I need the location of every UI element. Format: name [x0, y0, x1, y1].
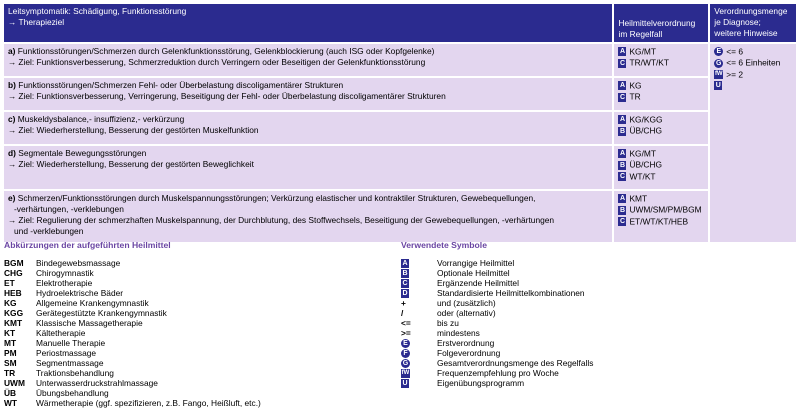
- header-col3-line2: je Diagnose;: [714, 17, 761, 27]
- symbols-legend: [401, 240, 796, 388]
- abbreviation-item: [4, 328, 394, 338]
- abbreviation-key: KT: [4, 328, 16, 338]
- symbol-value: Vorrangige Heilmittel: [437, 258, 515, 268]
- symbols-title: Verwendete Symbole: [401, 240, 487, 250]
- badge-g-icon: G: [716, 59, 722, 67]
- symbol-item: [401, 258, 796, 268]
- abbreviation-value: Allgemeine Krankengymnastik: [36, 298, 149, 308]
- abbreviation-item: [4, 398, 394, 408]
- side-note: fW >= 2: [714, 68, 744, 79]
- regelfall-table: [2, 2, 798, 244]
- row-d-symptom: d) Segmentale Bewegungsstörungen: [8, 148, 147, 158]
- badge-f-icon: F: [401, 349, 410, 358]
- header-col1-subtitle: → Therapieziel: [8, 17, 65, 27]
- symbol-item: [401, 318, 796, 328]
- med-item: A KG/MT: [619, 148, 656, 159]
- abbreviation-item: [4, 348, 394, 358]
- med-item: A KMT: [619, 193, 648, 204]
- abbreviation-item: [4, 278, 394, 288]
- symbol-item: [401, 338, 796, 348]
- header-col2-subtitle: im Regelfall: [618, 29, 663, 39]
- symbol-key: [401, 348, 437, 358]
- row-c-symptom: c) Muskeldysbalance,- insuffizienz,- verkürzung: [8, 114, 185, 124]
- row-e-goal-cont: und -verklebungen: [14, 226, 84, 236]
- symbol-item: [401, 368, 796, 378]
- row-e-meds: [614, 191, 708, 242]
- row-c-meds: [614, 112, 708, 144]
- abbreviation-key: MT: [4, 338, 17, 348]
- abbreviation-key: PM: [4, 348, 17, 358]
- badge-a-icon: A: [619, 116, 625, 124]
- symbol-glyph: +: [401, 298, 406, 308]
- badge-a-icon: A: [402, 260, 408, 268]
- symbol-item: [401, 358, 796, 368]
- header-verordnungsmenge: [710, 4, 796, 42]
- med-item: A KG/MT: [619, 46, 656, 57]
- symbol-value: Optionale Heilmittel: [437, 268, 510, 278]
- row-b-symptom: b) Funktionsstörungen/Schmerzen Fehl- oder Überbelastung discoligamentärer Strukturen: [8, 80, 344, 90]
- abbreviation-value: Periostmassage: [36, 348, 97, 358]
- row-e-symptom: e) Schmerzen/Funktionsstörungen durch Muskelspannungsstörungen; Verkürzung elastischer und kontraktiler Strukturen, Gewebequellungen,: [8, 193, 536, 203]
- row-a-goal: → Ziel: Funktionsverbesserung, Schmerzreduktion durch Verringern oder Beseitigen der Gelenkfunktionsstörung: [8, 57, 426, 67]
- abbreviation-value: Manuelle Therapie: [36, 338, 106, 348]
- symbol-key: [401, 258, 437, 268]
- med-item: C ET/WT/KT/HEB: [619, 215, 689, 226]
- abbreviation-value: Klassische Massagetherapie: [36, 318, 143, 328]
- abbreviation-key: ÜB: [4, 388, 17, 398]
- med-item: B UWM/SM/PM/BGM: [619, 204, 702, 215]
- symbol-value: und (zusätzlich): [437, 298, 496, 308]
- med-item: A KG/KGG: [619, 114, 663, 125]
- abbreviation-key: CHG: [4, 268, 23, 278]
- abbreviation-value: Elektrotherapie: [36, 278, 93, 288]
- abbreviation-item: [4, 388, 394, 398]
- row-a-meds: [614, 44, 708, 76]
- side-note: G <= 6 Einheiten: [716, 57, 781, 68]
- header-col2-title: Heilmittelverordnung: [618, 18, 696, 28]
- abbreviation-key: TR: [4, 368, 16, 378]
- symbol-key: [401, 338, 437, 348]
- badge-b-icon: B: [619, 127, 625, 135]
- symbol-key: [401, 358, 437, 368]
- side-note: [714, 80, 792, 91]
- row-b-goal: → Ziel: Funktionsverbesserung, Verringerung, Beseitigung der Fehl- oder Überbelastung discoligamentärer Strukturen: [8, 91, 446, 101]
- symbols-list: [401, 258, 796, 388]
- abbreviation-value: Kältetherapie: [36, 328, 86, 338]
- abbreviation-item: [4, 258, 394, 268]
- badge-c-icon: C: [619, 93, 625, 101]
- row-e-symptom-cont: -verhärtungen, -verklebungen: [14, 204, 124, 214]
- side-note: E <= 6: [714, 46, 792, 57]
- symbol-item: [401, 308, 796, 318]
- symbol-item: [401, 298, 796, 308]
- badge-a-icon: A: [619, 82, 625, 90]
- symbol-glyph: /: [401, 308, 404, 318]
- abbreviations-title: Abkürzungen der aufgeführten Heilmittel: [4, 240, 171, 250]
- symbol-value: bis zu: [437, 318, 459, 328]
- symbol-key: [401, 278, 437, 288]
- symbol-value: Gesamtverordnungsmenge des Regelfalls: [437, 358, 594, 368]
- badge-b-icon: B: [619, 161, 625, 169]
- symbol-value: Eigenübungsprogramm: [437, 378, 525, 388]
- med-item: C TR: [619, 91, 641, 102]
- symbol-value: oder (alternativ): [437, 308, 496, 318]
- badge-a-icon: A: [619, 195, 625, 203]
- badge-a-icon: A: [619, 150, 625, 158]
- abbreviation-item: [4, 268, 394, 278]
- table-row-c: [4, 112, 612, 144]
- med-item: B ÜB/CHG: [619, 159, 663, 170]
- abbreviation-value: Segmentmassage: [36, 358, 104, 368]
- badge-c-icon: C: [402, 280, 408, 288]
- abbreviation-item: [4, 308, 394, 318]
- symbol-key: [401, 268, 437, 278]
- row-a-symptom: a) Funktionsstörungen/Schmerzen durch Gelenkfunktionsstörung, Gelenkblockierung (auch ISG oder Kopfgelenke): [8, 46, 435, 56]
- header-col1-title: Leitsymptomatik: Schädigung, Funktionsstörung: [8, 6, 187, 16]
- abbreviation-value: Unterwasserdruckstrahlmassage: [36, 378, 158, 388]
- symbol-glyph: >=: [401, 328, 411, 338]
- table-row-d: [4, 146, 612, 189]
- badge-g-icon: G: [402, 360, 409, 368]
- abbreviation-value: Traktionsbehandlung: [36, 368, 114, 378]
- med-item: B ÜB/CHG: [619, 125, 663, 136]
- symbol-key: [401, 288, 437, 298]
- abbreviation-value: Übungsbehandlung: [36, 388, 109, 398]
- abbreviation-item: [4, 368, 394, 378]
- badge-c-icon: C: [619, 217, 625, 225]
- abbreviation-key: HEB: [4, 288, 22, 298]
- abbreviation-key: KGG: [4, 308, 24, 318]
- abbreviations-list: [4, 258, 394, 408]
- symbol-item: [401, 268, 796, 278]
- med-item: C WT/KT: [619, 170, 656, 181]
- symbol-item: [401, 278, 796, 288]
- symbol-item: [401, 348, 796, 358]
- row-e-goal: → Ziel: Regulierung der schmerzhaften Muskelspannung, der Durchblutung, des Stoffwechsels, Beseitigung der Gewebequellungen, -verhärtungen: [8, 215, 555, 225]
- symbol-value: mindestens: [437, 328, 480, 338]
- abbreviation-key: KMT: [4, 318, 23, 328]
- row-d-goal: → Ziel: Wiederherstellung, Besserung der gestörten Beweglichkeit: [8, 159, 254, 169]
- symbol-glyph: <=: [401, 318, 411, 328]
- badge-fw-icon: fW: [714, 70, 723, 77]
- header-leitsymptomatik: [4, 4, 612, 42]
- row-c-goal: → Ziel: Wiederherstellung, Besserung der gestörten Muskelfunktion: [8, 125, 259, 135]
- abbreviation-value: Bindegewebsmassage: [36, 258, 121, 268]
- abbreviation-value: Gerätegestützte Krankengymnastik: [36, 308, 167, 318]
- symbol-item: [401, 328, 796, 338]
- badge-u-icon: U: [402, 380, 408, 388]
- abbreviation-item: [4, 338, 394, 348]
- side-notes: [710, 44, 796, 242]
- header-heilmittelverordnung: [614, 4, 708, 42]
- abbreviation-key: BGM: [4, 258, 24, 268]
- abbreviation-key: WT: [4, 398, 18, 408]
- badge-c-icon: C: [619, 59, 625, 67]
- header-col3-line3: weitere Hinweise: [714, 28, 778, 38]
- badge-a-icon: A: [619, 48, 625, 56]
- symbol-key: [401, 368, 437, 378]
- med-item: C TR/WT/KT: [619, 57, 670, 68]
- badge-u-icon: U: [715, 82, 721, 90]
- symbol-item: [401, 378, 796, 388]
- symbol-value: Standardisierte Heilmittelkombinationen: [437, 288, 585, 298]
- abbreviation-value: Chirogymnastik: [36, 268, 94, 278]
- abbreviation-item: [4, 318, 394, 328]
- symbol-key: [401, 378, 437, 388]
- abbreviation-value: Wärmetherapie (ggf. spezifizieren, z.B. Fango, Heißluft, etc.): [36, 398, 261, 408]
- symbol-value: Frequenzempfehlung pro Woche: [437, 368, 559, 378]
- header-col3-line1: Verordnungsmenge: [714, 6, 788, 16]
- row-b-meds: [614, 78, 708, 110]
- abbreviation-item: [4, 358, 394, 368]
- abbreviation-key: UWM: [4, 378, 25, 388]
- abbreviation-item: [4, 298, 394, 308]
- abbreviation-item: [4, 378, 394, 388]
- abbreviation-item: [4, 288, 394, 298]
- row-d-meds: [614, 146, 708, 189]
- abbreviation-key: ET: [4, 278, 15, 288]
- symbol-value: Erstverordnung: [437, 338, 495, 348]
- abbreviation-value: Hydroelektrische Bäder: [36, 288, 124, 298]
- table-row-a: [4, 44, 612, 76]
- badge-c-icon: C: [619, 172, 625, 180]
- symbol-value: Ergänzende Heilmittel: [437, 278, 519, 288]
- badge-e-icon: E: [714, 47, 723, 56]
- symbol-value: Folgeverordnung: [437, 348, 501, 358]
- badge-e-icon: E: [401, 339, 410, 348]
- badge-d-icon: D: [402, 290, 408, 298]
- badge-b-icon: B: [619, 206, 625, 214]
- abbreviation-key: KG: [4, 298, 17, 308]
- med-item: A KG: [619, 80, 642, 91]
- abbreviation-key: SM: [4, 358, 17, 368]
- symbol-item: [401, 288, 796, 298]
- table-row-b: [4, 78, 612, 110]
- badge-fw-icon: fW: [401, 370, 410, 377]
- table-row-e: [4, 191, 612, 242]
- abbreviations-legend: [4, 240, 394, 408]
- badge-b-icon: B: [402, 270, 408, 278]
